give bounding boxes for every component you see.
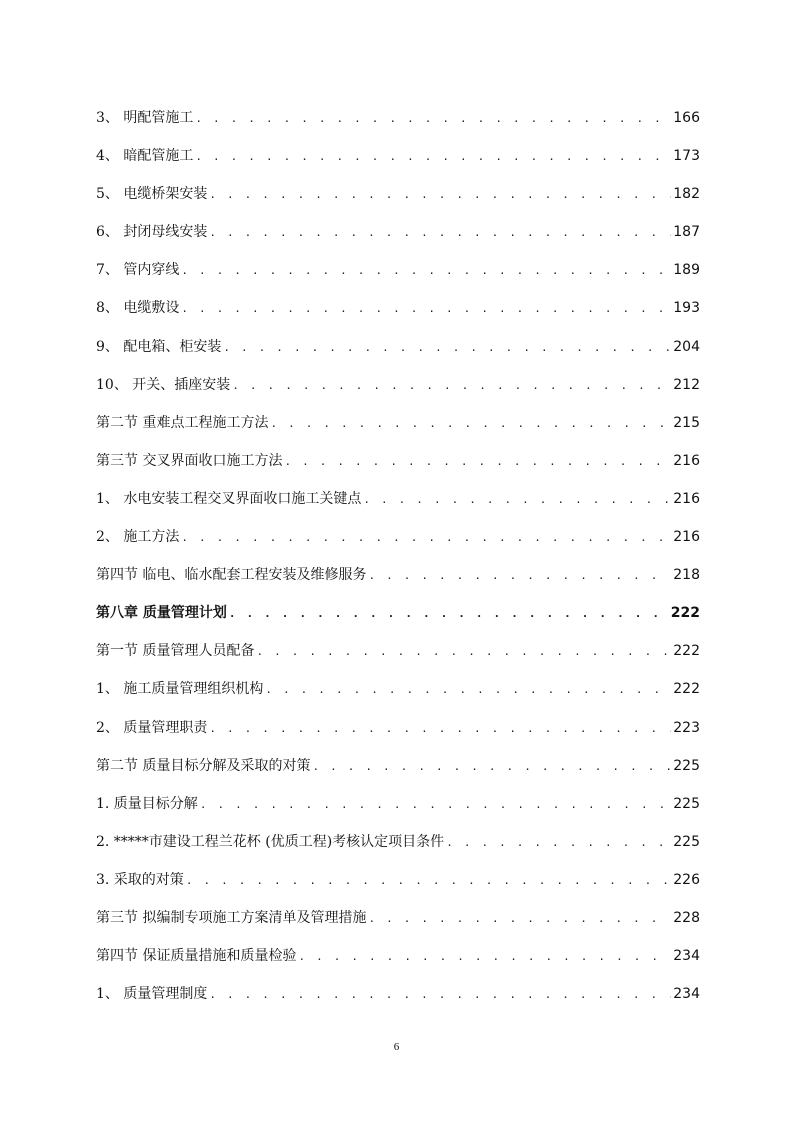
toc-entry-page: 222	[673, 681, 700, 698]
toc-entry[interactable]	[96, 944, 700, 982]
toc-entry[interactable]	[96, 182, 700, 220]
toc-entry-title: 1、 水电安装工程交叉界面收口施工关键点	[96, 490, 362, 507]
page-number: 6	[393, 1041, 400, 1053]
toc-dot-leader	[256, 640, 671, 664]
toc-entry[interactable]	[96, 906, 700, 944]
toc-entry[interactable]	[96, 220, 700, 258]
toc-dot-leader	[446, 831, 671, 855]
toc-entry-page: 216	[673, 490, 700, 507]
toc-entry-page: 222	[673, 643, 700, 660]
toc-entry-page: 212	[673, 376, 700, 393]
toc-entry-title: 1、 质量管理制度	[96, 986, 208, 1003]
toc-dot-leader	[181, 297, 671, 321]
toc-entry[interactable]	[96, 563, 700, 601]
toc-entry[interactable]	[96, 373, 700, 411]
toc-entry-page: 225	[673, 757, 700, 774]
toc-entry-title: 2、 质量管理职责	[96, 719, 208, 736]
toc-entry-page: 218	[673, 567, 700, 584]
toc-entry-title: 9、 配电箱、柜安装	[96, 338, 222, 355]
toc-entry-title: 第二节 质量目标分解及采取的对策	[96, 757, 311, 774]
toc-dot-leader	[195, 145, 671, 169]
toc-entry[interactable]	[96, 982, 700, 1020]
toc-entry-title: 4、 暗配管施工	[96, 148, 194, 165]
toc-entry-page: 216	[673, 529, 700, 546]
toc-entry-title: 10、 开关、插座安装	[96, 376, 231, 393]
toc-dot-leader	[209, 983, 671, 1007]
toc-dot-leader	[181, 259, 671, 283]
toc-entry-page: 166	[673, 110, 700, 126]
toc-entry-page: 225	[673, 795, 700, 812]
toc-dot-leader	[284, 450, 671, 474]
toc-dot-leader	[209, 717, 671, 741]
toc-dot-leader	[368, 564, 671, 588]
toc-dot-leader	[312, 755, 671, 779]
toc-entry-title: 8、 电缆敷设	[96, 300, 180, 317]
toc-entry[interactable]	[96, 449, 700, 487]
toc-entry-page: 234	[673, 948, 700, 965]
toc-entry-page: 215	[673, 414, 700, 431]
toc-entry-page: 187	[673, 224, 700, 241]
toc-entry-title: 第四节 保证质量措施和质量检验	[96, 948, 297, 965]
toc-entry[interactable]	[96, 144, 700, 182]
toc-entry-page: 226	[673, 871, 700, 888]
toc-entry[interactable]	[96, 601, 700, 639]
toc-entry-page: 222	[670, 605, 700, 622]
toc-dot-leader	[298, 945, 671, 969]
toc-entry-title: 第二节 重难点工程施工方法	[96, 414, 269, 431]
toc-entry-page: 234	[673, 986, 700, 1003]
toc-entry-title: 5、 电缆桥架安装	[96, 186, 208, 203]
toc-entry[interactable]	[96, 296, 700, 334]
toc-entry-page: 204	[673, 338, 700, 355]
toc-entry-page: 189	[673, 262, 700, 279]
toc-entry-title: 6、 封闭母线安装	[96, 224, 208, 241]
toc-entry-title: 3. 采取的对策	[96, 871, 184, 888]
toc-entry[interactable]	[96, 639, 700, 677]
toc-entry-title: 第一节 质量管理人员配备	[96, 643, 255, 660]
toc-entry-title: 2、 施工方法	[96, 529, 180, 546]
toc-entry[interactable]	[96, 792, 700, 830]
toc-entry[interactable]	[96, 716, 700, 754]
toc-entry-title: 第三节 交叉界面收口施工方法	[96, 452, 283, 469]
toc-entry-title: 7、 管内穿线	[96, 262, 180, 279]
toc-dot-leader	[270, 412, 671, 436]
toc-entry[interactable]	[96, 335, 700, 373]
toc-dot-leader	[223, 336, 671, 360]
toc-entry-title: 1. 质量目标分解	[96, 795, 198, 812]
toc-dot-leader	[195, 107, 671, 131]
toc-entry-page: 193	[673, 300, 700, 317]
toc-dot-leader	[209, 221, 671, 245]
toc-dot-leader	[186, 869, 671, 893]
toc-dot-leader	[229, 602, 669, 626]
toc-dot-leader	[363, 488, 671, 512]
toc-entry-page: 228	[673, 909, 700, 926]
toc-entry-page: 173	[673, 148, 700, 165]
toc-dot-leader	[232, 374, 671, 398]
toc-dot-leader	[181, 526, 671, 550]
toc-entry[interactable]	[96, 106, 700, 144]
toc-entry-page: 182	[673, 186, 700, 203]
toc-entry-title: 3、 明配管施工	[96, 110, 194, 126]
toc-entry-title: 1、 施工质量管理组织机构	[96, 681, 264, 698]
toc-dot-leader	[265, 678, 671, 702]
toc-dot-leader	[368, 907, 671, 931]
toc-entry[interactable]	[96, 487, 700, 525]
toc-entry[interactable]	[96, 525, 700, 563]
toc-entry-page: 223	[673, 719, 700, 736]
toc-dot-leader	[200, 793, 671, 817]
toc-entry-page: 225	[673, 833, 700, 850]
table-of-contents	[96, 106, 700, 1020]
toc-entry-page: 216	[673, 452, 700, 469]
toc-entry[interactable]	[96, 754, 700, 792]
toc-dot-leader	[209, 183, 671, 207]
toc-entry-title: 2. *****市建设工程兰花杯 (优质工程)考核认定项目条件	[96, 833, 445, 850]
toc-entry[interactable]	[96, 258, 700, 296]
toc-entry-title: 第三节 拟编制专项施工方案清单及管理措施	[96, 909, 367, 926]
toc-entry[interactable]	[96, 830, 700, 868]
toc-entry-title: 第四节 临电、临水配套工程安装及维修服务	[96, 567, 367, 584]
toc-entry[interactable]	[96, 677, 700, 715]
toc-entry[interactable]	[96, 411, 700, 449]
toc-entry[interactable]	[96, 868, 700, 906]
toc-entry-title: 第八章 质量管理计划	[96, 605, 227, 622]
